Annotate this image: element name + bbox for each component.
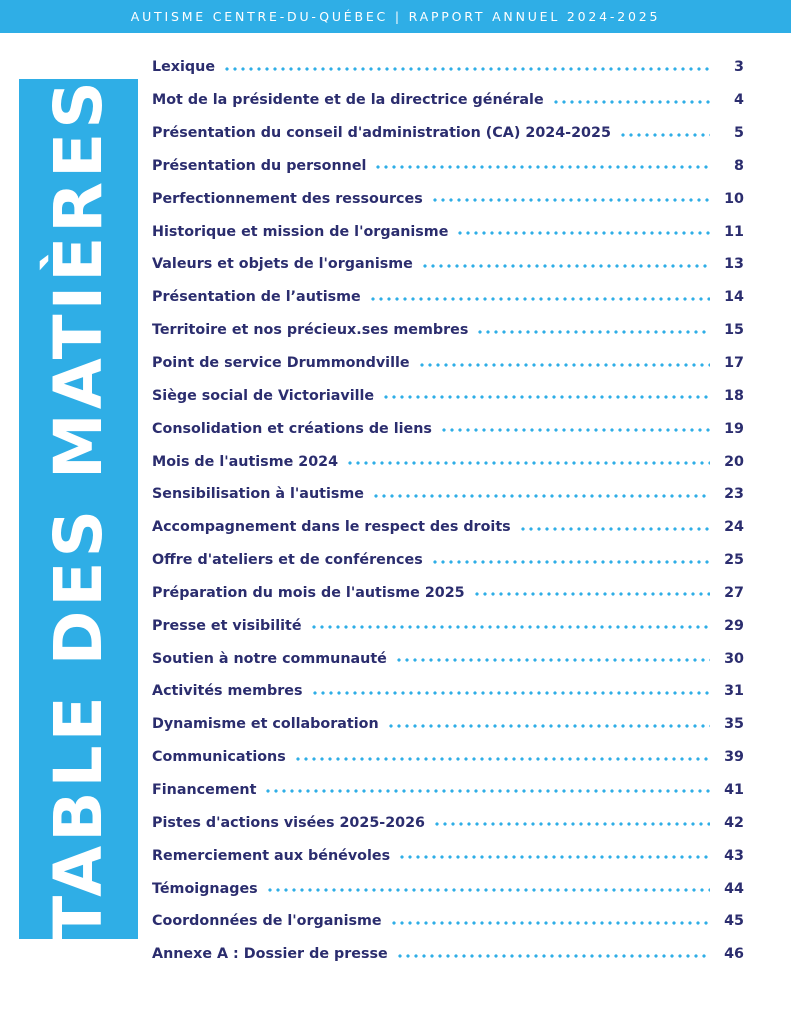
table-of-contents <box>152 51 744 971</box>
toc-entry-page-number: 23 <box>724 486 744 503</box>
toc-entry-label: Témoignages <box>152 880 258 897</box>
toc-entry-label: Pistes d'actions visées 2025-2026 <box>152 814 425 831</box>
toc-entry[interactable] <box>152 938 744 971</box>
dot-leader <box>266 888 710 892</box>
toc-entry-page-number: 4 <box>734 92 744 109</box>
toc-entry[interactable] <box>152 281 744 314</box>
toc-entry-page-number: 15 <box>724 322 744 339</box>
toc-entry-page-number: 19 <box>724 420 744 437</box>
toc-entry-page-number: 13 <box>724 256 744 273</box>
toc-entry-label: Accompagnement dans le respect des droits <box>152 519 511 536</box>
toc-entry[interactable] <box>152 774 744 807</box>
toc-entry-label: Activités membres <box>152 683 303 700</box>
toc-entry-label: Presse et visibilité <box>152 617 302 634</box>
toc-entry-page-number: 20 <box>724 453 744 470</box>
dot-leader <box>431 560 710 564</box>
toc-entry[interactable] <box>152 839 744 872</box>
toc-entry-page-number: 41 <box>724 781 744 798</box>
dot-leader <box>398 855 710 859</box>
toc-entry-label: Communications <box>152 749 286 766</box>
toc-entry[interactable] <box>152 741 744 774</box>
toc-entry-label: Dynamisme et collaboration <box>152 716 379 733</box>
toc-entry-label: Valeurs et objets de l'organisme <box>152 256 413 273</box>
toc-entry-page-number: 5 <box>734 125 744 142</box>
toc-entry[interactable] <box>152 117 744 150</box>
toc-entry-label: Historique et mission de l'organisme <box>152 223 449 240</box>
dot-leader <box>294 757 710 761</box>
toc-entry[interactable] <box>152 872 744 905</box>
toc-entry-label: Coordonnées de l'organisme <box>152 913 382 930</box>
dot-leader <box>431 198 710 202</box>
toc-entry-page-number: 8 <box>734 157 744 174</box>
dot-leader <box>382 395 710 399</box>
toc-entry-page-number: 31 <box>724 683 744 700</box>
toc-entry-page-number: 14 <box>724 289 744 306</box>
toc-entry[interactable] <box>152 379 744 412</box>
toc-entry[interactable] <box>152 609 744 642</box>
toc-entry[interactable] <box>152 182 744 215</box>
dot-leader <box>390 921 710 925</box>
toc-entry[interactable] <box>152 544 744 577</box>
toc-entry[interactable] <box>152 905 744 938</box>
toc-entry[interactable] <box>152 511 744 544</box>
toc-entry-label: Mot de la présidente et de la directrice générale <box>152 92 544 109</box>
dot-leader <box>374 165 710 169</box>
toc-entry-page-number: 10 <box>724 190 744 207</box>
toc-entry-label: Point de service Drummondville <box>152 355 410 372</box>
header-bar <box>0 0 791 33</box>
toc-entry[interactable] <box>152 412 744 445</box>
dot-leader <box>456 231 710 235</box>
toc-entry[interactable] <box>152 84 744 117</box>
toc-entry-page-number: 39 <box>724 749 744 766</box>
toc-entry-label: Annexe A : Dossier de presse <box>152 946 388 963</box>
dot-leader <box>552 100 710 104</box>
toc-entry-label: Perfectionnement des ressources <box>152 190 423 207</box>
toc-entry[interactable] <box>152 150 744 183</box>
dot-leader <box>418 363 710 367</box>
toc-entry-label: Présentation du conseil d'administration (CA) 2024-2025 <box>152 125 611 142</box>
dot-leader <box>421 264 710 268</box>
toc-entry[interactable] <box>152 478 744 511</box>
dot-leader <box>396 954 710 958</box>
toc-entry-page-number: 25 <box>724 552 744 569</box>
toc-entry-page-number: 29 <box>724 617 744 634</box>
toc-entry-page-number: 45 <box>724 913 744 930</box>
toc-entry-page-number: 44 <box>724 880 744 897</box>
toc-entry[interactable] <box>152 577 744 610</box>
toc-entry-label: Préparation du mois de l'autisme 2025 <box>152 584 465 601</box>
toc-entry-label: Sensibilisation à l'autisme <box>152 486 364 503</box>
toc-entry-label: Territoire et nos précieux.ses membres <box>152 322 469 339</box>
dot-leader <box>346 461 710 465</box>
toc-entry-label: Offre d'ateliers et de conférences <box>152 552 423 569</box>
toc-entry[interactable] <box>152 51 744 84</box>
toc-entry-page-number: 27 <box>724 584 744 601</box>
toc-entry-label: Remerciement aux bénévoles <box>152 847 391 864</box>
dot-leader <box>519 527 710 531</box>
toc-entry-label: Financement <box>152 781 257 798</box>
toc-entry-page-number: 30 <box>724 650 744 667</box>
dot-leader <box>223 67 710 71</box>
toc-entry[interactable] <box>152 347 744 380</box>
header-text: AUTISME CENTRE-DU-QUÉBEC | RAPPORT ANNUEL 2024-2025 <box>130 9 661 24</box>
toc-entry[interactable] <box>152 215 744 248</box>
toc-entry[interactable] <box>152 248 744 281</box>
dot-leader <box>433 822 710 826</box>
toc-entry-label: Présentation du personnel <box>152 157 367 174</box>
dot-leader <box>473 592 710 596</box>
toc-entry[interactable] <box>152 806 744 839</box>
toc-entry-page-number: 17 <box>724 355 744 372</box>
page-title: TABLE DES MATIÈRES <box>39 77 117 941</box>
dot-leader <box>395 658 710 662</box>
toc-entry-page-number: 11 <box>724 223 744 240</box>
toc-entry-label: Lexique <box>152 59 216 76</box>
toc-entry-label: Soutien à notre communauté <box>152 650 387 667</box>
dot-leader <box>476 330 710 334</box>
toc-entry[interactable] <box>152 708 744 741</box>
toc-entry-page-number: 24 <box>724 519 744 536</box>
toc-entry-page-number: 42 <box>724 814 744 831</box>
dot-leader <box>311 691 711 695</box>
dot-leader <box>264 789 710 793</box>
toc-entry[interactable] <box>152 675 744 708</box>
toc-entry[interactable] <box>152 314 744 347</box>
toc-entry-label: Présentation de l’autisme <box>152 289 361 306</box>
toc-entry-page-number: 3 <box>734 59 744 76</box>
toc-entry-label: Consolidation et créations de liens <box>152 420 432 437</box>
dot-leader <box>619 133 710 137</box>
toc-entry-page-number: 43 <box>724 847 744 864</box>
side-title-panel <box>19 79 138 939</box>
toc-entry-page-number: 46 <box>724 946 744 963</box>
dot-leader <box>372 494 710 498</box>
dot-leader <box>310 625 710 629</box>
dot-leader <box>369 297 710 301</box>
toc-entry-label: Siège social de Victoriaville <box>152 387 375 404</box>
toc-entry[interactable] <box>152 642 744 675</box>
toc-entry-page-number: 18 <box>724 387 744 404</box>
toc-entry-page-number: 35 <box>724 716 744 733</box>
toc-entry-label: Mois de l'autisme 2024 <box>152 453 339 470</box>
dot-leader <box>440 428 710 432</box>
toc-entry[interactable] <box>152 445 744 478</box>
dot-leader <box>387 724 710 728</box>
